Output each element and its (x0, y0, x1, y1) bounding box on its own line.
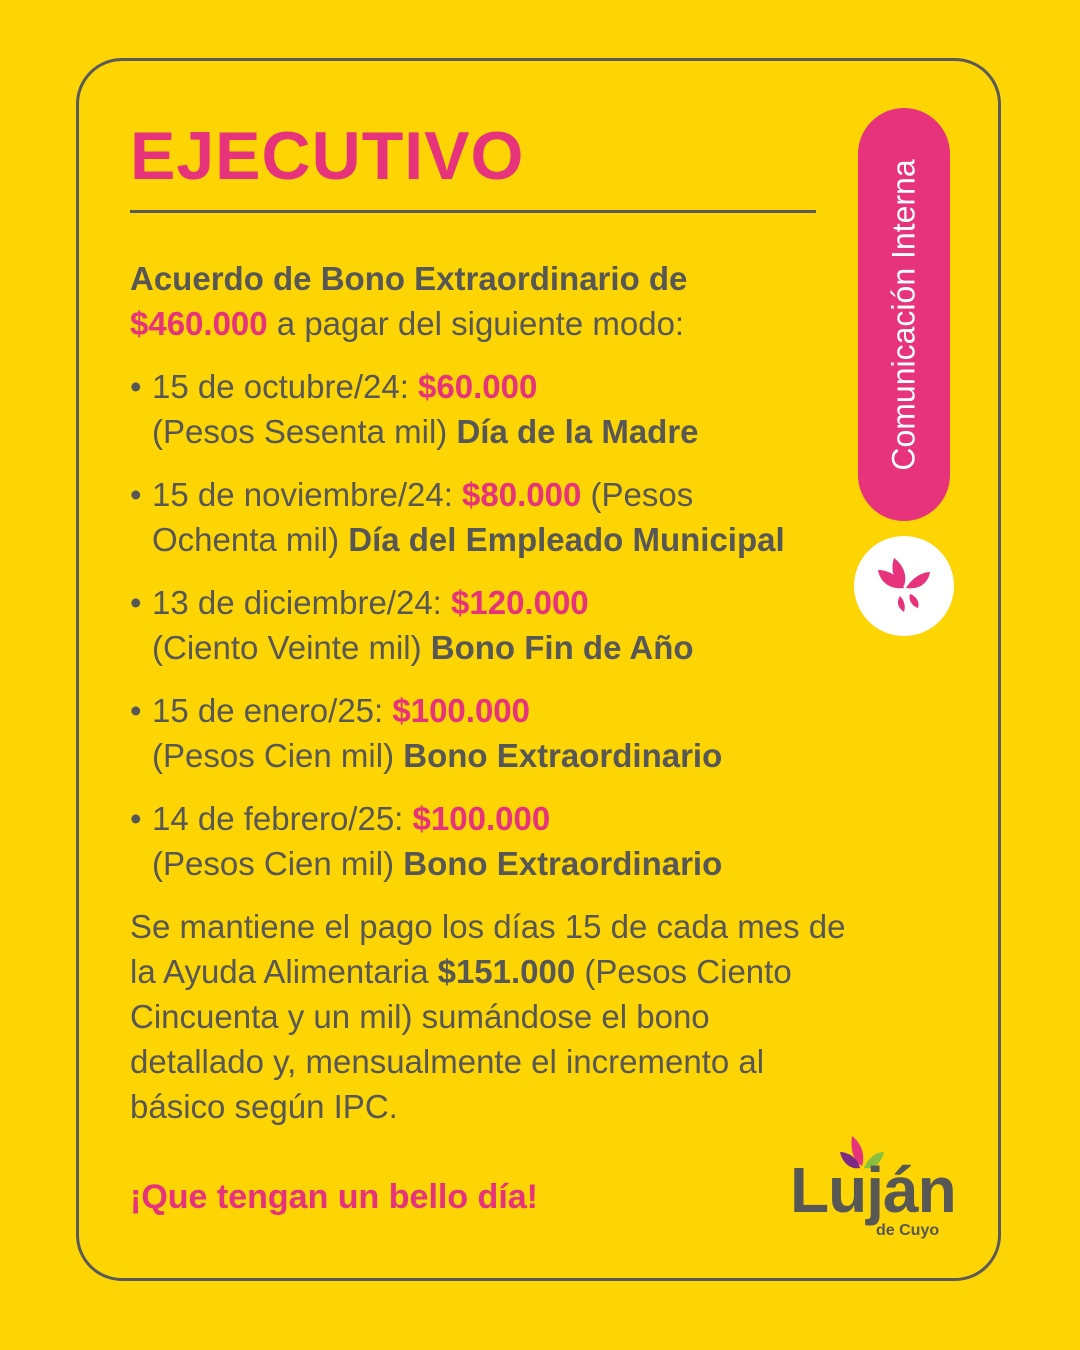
logo-name: Luján (790, 1154, 956, 1226)
intro-line1: Acuerdo de Bono Extraordinario de (130, 260, 688, 297)
bullet: • (130, 584, 142, 621)
item-amount: $80.000 (462, 476, 582, 513)
closing-paragraph (130, 904, 850, 1129)
item-amount: $60.000 (418, 368, 538, 405)
intro-amount: $460.000 (130, 305, 268, 342)
list-item (130, 580, 850, 670)
side-label-pill (858, 108, 950, 521)
item-text2: Ochenta mil) (152, 521, 349, 558)
item-date: 15 de octubre/24: (152, 368, 419, 405)
item-bold: Día de la Madre (456, 413, 699, 450)
item-bold: Bono Extraordinario (403, 737, 723, 774)
intro-paragraph (130, 256, 850, 346)
flower-icon (876, 556, 932, 616)
bullet: • (130, 476, 142, 513)
item-date: 14 de febrero/25: (152, 800, 413, 837)
tail-amount: $151.000 (437, 953, 576, 990)
closing-message: ¡Que tengan un bello día! (130, 1178, 538, 1216)
item-text2: (Pesos Cien mil) (152, 845, 404, 882)
item-date: 13 de diciembre/24: (152, 584, 452, 621)
item-bold: Bono Fin de Año (430, 629, 694, 666)
bullet: • (130, 368, 142, 405)
item-amount: $100.000 (412, 800, 551, 837)
intro-line2: a pagar del siguiente modo: (267, 305, 685, 342)
side-label: Comunicación Interna (885, 158, 922, 471)
title-divider (130, 210, 816, 213)
list-item (130, 472, 850, 562)
item-bold: Día del Empleado Municipal (348, 521, 785, 558)
tail-text1: Se mantiene el pago los días 15 de cada mes de la Ayuda Alimentaria (130, 908, 846, 990)
announcement-body (130, 256, 850, 1129)
item-date: 15 de enero/25: (152, 692, 393, 729)
list-item (130, 796, 850, 886)
item-amount: $100.000 (392, 692, 531, 729)
bullet: • (130, 692, 142, 729)
emblem-badge (854, 536, 954, 636)
list-item (130, 364, 850, 454)
tail-text2: (Pesos Ciento Cincuenta y un mil) sumándose el bono detallado y, mensualmente el incremento al básico según IPC. (130, 953, 792, 1125)
item-text1: (Pesos (581, 476, 694, 513)
item-text2: (Pesos Sesenta mil) (152, 413, 457, 450)
item-bold: Bono Extraordinario (403, 845, 723, 882)
logo-subtitle: de Cuyo (876, 1222, 940, 1239)
lujan-logo (790, 1132, 960, 1242)
bullet: • (130, 800, 142, 837)
list-item (130, 688, 850, 778)
page-title: EJECUTIVO (130, 118, 525, 194)
item-text2: (Ciento Veinte mil) (152, 629, 431, 666)
item-amount: $120.000 (451, 584, 589, 621)
item-text2: (Pesos Cien mil) (152, 737, 404, 774)
item-date: 15 de noviembre/24: (152, 476, 463, 513)
